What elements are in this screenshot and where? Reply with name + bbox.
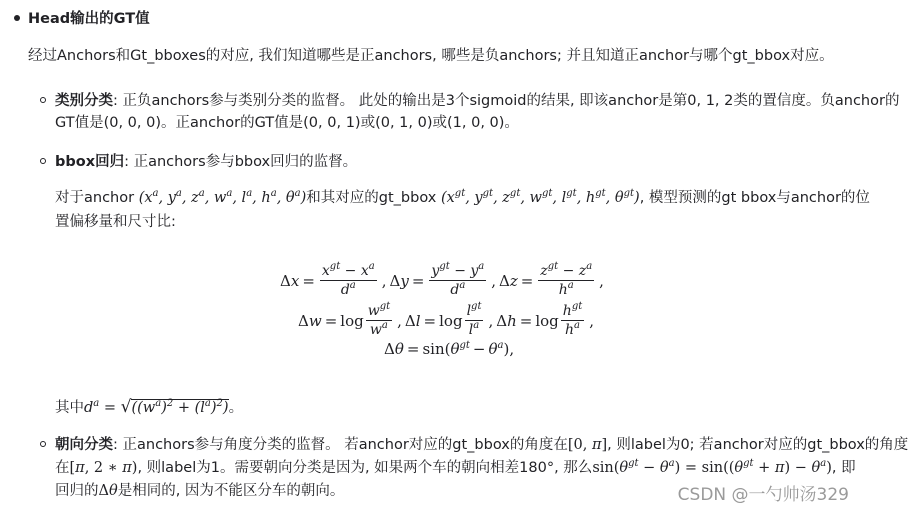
item-classification-line2: GT值是(0, 0, 0)。正anchor的GT值是(0, 0, 1)或(0, 1, 0)或(1, 0, 0)。	[55, 115, 519, 131]
equation-row-1: Δ x = $\frac{x^{gt} - x^a}{d^a}$ , Δ y = $\frac{y^{gt} - y^a}{d^a}$ , Δ z = $\frac{z^{gt} - z^a}{h^a}$ ,	[280, 261, 604, 298]
direction-text-a: : 正anchors参与角度分类的监督。 若anchor对应的gt_bbox的角度在	[113, 437, 568, 453]
item-bbox-label: bbox回归	[55, 154, 125, 170]
direction-text-e: , 即	[831, 460, 856, 476]
para-text-b: 和其对应的gt_bbox	[306, 190, 437, 206]
range-0-pi: [0, π]	[567, 437, 608, 453]
section-title: Head输出的GT值	[28, 11, 150, 27]
where-suffix: 。	[228, 400, 244, 416]
diagonal-formula: $d^a = √((w^a)^2 + (l^a)^2)$	[84, 397, 229, 417]
diagonal-definition	[55, 396, 243, 417]
item-bbox-text: : 正anchors参与bbox回归的监督。	[124, 154, 358, 170]
direction-text-b: , 则label为0; 若anchor对应的gt_bbox的角度	[607, 437, 908, 453]
direction-text-c: 在	[55, 460, 70, 476]
direction-text-g: 是相同的, 因为不能区分车的朝向。	[117, 483, 345, 499]
item-bullet-icon	[40, 441, 46, 447]
item-classification-text: : 正负anchors参与类别分类的监督。 此处的输出是3个sigmoid的结果, 即该anchor是第0, 1, 2类的置信度。负anchor的	[113, 93, 900, 109]
item-direction-line2	[55, 456, 856, 477]
item-direction-label: 朝向分类	[55, 437, 113, 453]
bbox-paragraph-line1	[55, 186, 870, 207]
equation-row-3: Δ θ = sin( $\theta^{gt}$ − $\theta^a$ ),	[384, 340, 515, 358]
para-text-a: 对于anchor	[55, 190, 135, 206]
sin-identity-formula: $\sin(\theta^{gt} - \theta^a) = \sin((\theta^{gt} + \pi) - \theta^a)$	[592, 458, 832, 476]
para-text-c: , 模型预测的gt bbox与anchor的位	[639, 190, 870, 206]
item-bullet-icon	[40, 158, 46, 164]
where-prefix: 其中	[55, 400, 84, 416]
item-direction-line3	[55, 479, 344, 500]
item-direction-line1	[55, 433, 908, 454]
section-bullet-icon	[14, 15, 20, 21]
gt-tuple-formula: ($x^{gt}$, $y^{gt}$, $z^{gt}$, $w^{gt}$, $l^{gt}$, $h^{gt}$, $\theta^{gt}$)	[440, 188, 640, 206]
direction-text-d: , 则label为1。需要朝向分类是因为, 如果两个车的朝向相差180°, 那么	[137, 460, 593, 476]
item-classification-label: 类别分类	[55, 93, 113, 109]
range-pi-2pi: [π, 2 ∗ π)	[69, 460, 138, 476]
section-intro: 经过Anchors和Gt_bboxes的对应, 我们知道哪些是正anchors, 哪些是负anchors; 并且知道正anchor与哪个gt_bbox对应。	[28, 48, 834, 64]
anchor-tuple-formula: ($x^a$, $y^a$, $z^a$, $w^a$, $l^a$, $h^a$, $\theta^a$)	[138, 188, 307, 206]
direction-text-f: 回归的	[55, 483, 99, 499]
item-classification-line1	[55, 89, 899, 110]
item-bbox-line1	[55, 150, 357, 171]
watermark-text: CSDN @一勺帅汤329	[677, 485, 849, 505]
bbox-paragraph-line2: 置偏移量和尺寸比:	[55, 214, 176, 230]
delta-theta-formula: Δθ	[98, 483, 118, 499]
item-bullet-icon	[40, 97, 46, 103]
equation-row-2: Δ w = log $\frac{w^{gt}}{w^a}$ , Δ l = log $\frac{l^{gt}}{l^a}$ , Δ h = log $\frac{h^{gt}}{h^a}$ ,	[298, 301, 595, 338]
